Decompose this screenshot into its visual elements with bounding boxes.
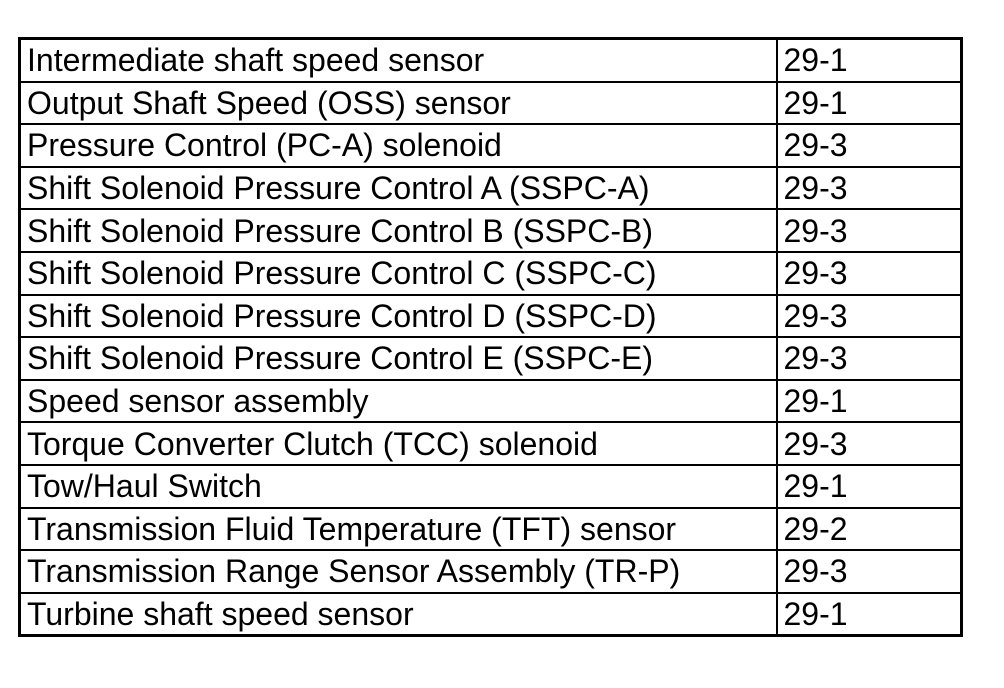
- reference-cell: 29-3: [777, 337, 962, 380]
- table-row: [20, 124, 962, 167]
- reference-cell: 29-3: [777, 124, 962, 167]
- table-row: [20, 465, 962, 508]
- table-row: [20, 252, 962, 295]
- component-name-cell: Shift Solenoid Pressure Control B (SSPC-B): [20, 209, 777, 252]
- table-row: [20, 380, 962, 423]
- table-row: [20, 422, 962, 465]
- component-name-cell: Shift Solenoid Pressure Control D (SSPC-D): [20, 295, 777, 338]
- table-row: [20, 508, 962, 551]
- table-row: [20, 337, 962, 380]
- component-name-cell: Speed sensor assembly: [20, 380, 777, 423]
- component-name-cell: Transmission Range Sensor Assembly (TR-P): [20, 550, 777, 593]
- reference-cell: 29-2: [777, 508, 962, 551]
- reference-cell: 29-3: [777, 252, 962, 295]
- component-name-cell: Shift Solenoid Pressure Control E (SSPC-E): [20, 337, 777, 380]
- reference-cell: 29-1: [777, 82, 962, 125]
- component-name-cell: Turbine shaft speed sensor: [20, 593, 777, 636]
- reference-cell: 29-3: [777, 422, 962, 465]
- reference-cell: 29-1: [777, 39, 962, 82]
- component-reference-table: [18, 37, 963, 637]
- reference-cell: 29-1: [777, 380, 962, 423]
- table-row: [20, 209, 962, 252]
- table-row: [20, 295, 962, 338]
- reference-cell: 29-3: [777, 209, 962, 252]
- table-row: [20, 39, 962, 82]
- component-name-cell: Shift Solenoid Pressure Control C (SSPC-C): [20, 252, 777, 295]
- component-name-cell: Shift Solenoid Pressure Control A (SSPC-A): [20, 167, 777, 210]
- component-name-cell: Transmission Fluid Temperature (TFT) sensor: [20, 508, 777, 551]
- reference-cell: 29-1: [777, 593, 962, 636]
- component-name-cell: Output Shaft Speed (OSS) sensor: [20, 82, 777, 125]
- table-row: [20, 82, 962, 125]
- reference-cell: 29-3: [777, 167, 962, 210]
- component-name-cell: Torque Converter Clutch (TCC) solenoid: [20, 422, 777, 465]
- component-name-cell: Intermediate shaft speed sensor: [20, 39, 777, 82]
- reference-cell: 29-3: [777, 295, 962, 338]
- table-row: [20, 550, 962, 593]
- component-name-cell: Tow/Haul Switch: [20, 465, 777, 508]
- reference-cell: 29-3: [777, 550, 962, 593]
- component-name-cell: Pressure Control (PC-A) solenoid: [20, 124, 777, 167]
- table-row: [20, 167, 962, 210]
- reference-cell: 29-1: [777, 465, 962, 508]
- table-row: [20, 593, 962, 636]
